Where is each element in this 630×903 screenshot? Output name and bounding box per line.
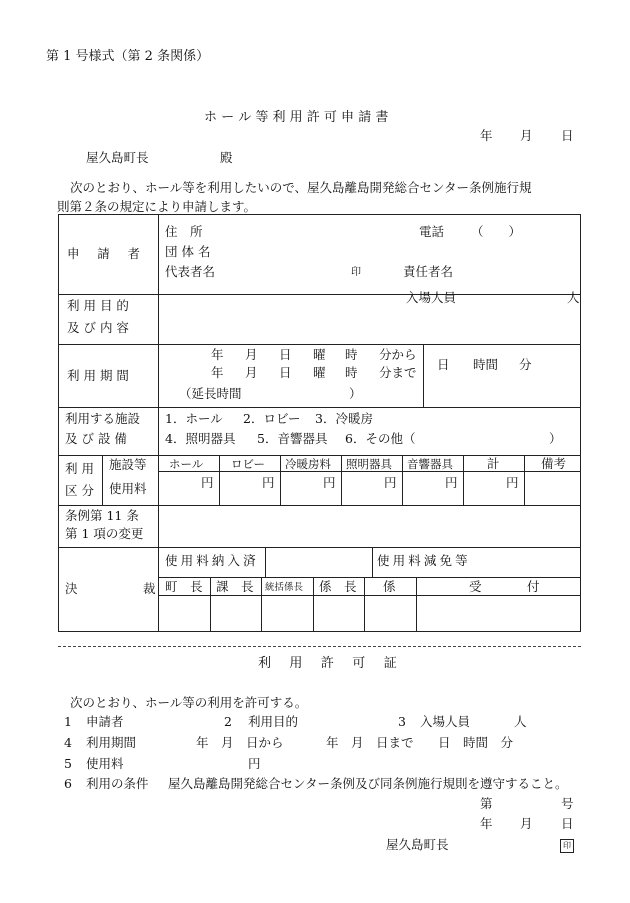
fee-paid-label: 使用料納入済 <box>165 553 259 568</box>
from-year: 年 <box>211 347 224 362</box>
representative-label: 代表者名 <box>165 264 216 279</box>
item4-from: 年 月 日から <box>196 735 284 750</box>
extension-close: ） <box>349 386 362 401</box>
yen-aircon: 円 <box>323 475 336 490</box>
to-month: 月 <box>245 365 258 380</box>
from-hour: 時 <box>345 347 358 362</box>
date-day: 日 <box>561 128 574 143</box>
facilities-label-1: 利用する施設 <box>65 411 141 426</box>
item4-to: 年 月 日まで <box>326 735 414 750</box>
extension-open: （延長時間 <box>179 386 242 401</box>
item6-num: 6 <box>64 776 72 791</box>
from-weekday: 曜 <box>313 347 326 362</box>
from-day: 日 <box>279 347 292 362</box>
col-aircon: 冷暖房料 <box>285 457 331 471</box>
to-day: 日 <box>279 365 292 380</box>
issuer-seal-icon <box>560 838 574 853</box>
col-lobby: ロビー <box>231 457 266 471</box>
approver-general-chief: 統括係長 <box>265 582 304 593</box>
permit-number-prefix: 第 <box>480 796 493 811</box>
facility-aircon: 3．冷暖房 <box>315 411 373 426</box>
to-year: 年 <box>211 365 224 380</box>
purpose-label-2: 及 び 内 容 <box>67 320 129 335</box>
yen-total: 円 <box>506 475 519 490</box>
ordinance-label-1: 条例第 11 条 <box>65 508 139 523</box>
item6-text: 屋久島離島開発総合センター条例及び同条例施行規則を遵守すること。 <box>168 776 568 791</box>
item4-label: 利用期間 <box>86 735 137 750</box>
approver-section-chief: 課 長 <box>216 579 254 594</box>
document-title: ホ ー ル 等 利 用 許 可 申 請 書 <box>204 110 389 125</box>
to-weekday: 曜 <box>313 365 326 380</box>
permit-month: 月 <box>520 816 533 831</box>
item3-unit: 人 <box>514 714 527 729</box>
col-lighting: 照明器具 <box>346 457 392 471</box>
col-total: 計 <box>487 456 500 471</box>
phone-paren: （ ） <box>471 224 522 239</box>
person-unit: 人 <box>567 290 580 305</box>
col-sound: 音響器具 <box>407 457 453 471</box>
decision-label-2: 裁 <box>143 581 156 596</box>
fees-fee-label: 使用料 <box>109 481 147 496</box>
issuer-name: 屋久島町長 <box>386 837 449 852</box>
organization-label: 団 体 名 <box>165 244 211 259</box>
purpose-label-1: 利 用 目 的 <box>67 298 129 313</box>
form-number: 第 1 号様式（第 2 条関係） <box>46 49 210 64</box>
col-notes: 備考 <box>541 456 567 471</box>
address-label: 住 所 <box>165 224 203 239</box>
duration-day: 日 <box>437 357 450 372</box>
item1-label: 申請者 <box>86 714 124 729</box>
item3-num: 3 <box>398 714 406 729</box>
approver-subsection-chief: 係 長 <box>319 579 357 594</box>
decision-label-1: 決 <box>65 581 78 596</box>
date-month: 月 <box>520 128 533 143</box>
permit-number-suffix: 号 <box>561 796 574 811</box>
facility-hall: 1．ホール <box>165 411 223 426</box>
permit-intro: 次のとおり、ホール等の利用を許可する。 <box>70 695 308 710</box>
item6-label: 利用の条件 <box>86 776 149 791</box>
manager-label: 責任者名 <box>403 264 454 279</box>
approver-mayor: 町 長 <box>165 579 203 594</box>
facility-lobby: 2．ロビー <box>243 411 301 426</box>
intro-line-1: 次のとおり、ホール等を利用したいので、屋久島離島開発総合センター条例施行規 <box>70 180 532 195</box>
permit-year: 年 <box>480 816 493 831</box>
approver-staff: 係 <box>383 579 396 594</box>
from-month: 月 <box>245 347 258 362</box>
duration-minutes: 分 <box>519 357 532 372</box>
fees-label-2: 区 分 <box>65 483 94 498</box>
item5-label: 使用料 <box>86 756 124 771</box>
fees-facility-label: 施設等 <box>109 457 147 472</box>
yen-lighting: 円 <box>384 475 397 490</box>
item5-num: 5 <box>64 756 72 771</box>
attendance-label: 入場人員 <box>406 290 457 305</box>
permit-day: 日 <box>561 816 574 831</box>
item5-unit: 円 <box>248 756 261 771</box>
to-minute: 分まで <box>379 365 417 380</box>
yen-hall: 円 <box>201 475 214 490</box>
addressee-name: 屋久島町長 <box>86 150 149 165</box>
item2-label: 利用目的 <box>248 714 299 729</box>
ordinance-label-2: 第 1 項の変更 <box>65 526 144 541</box>
reception-2: 付 <box>527 579 540 594</box>
reception-1: 受 <box>469 579 482 594</box>
to-hour: 時 <box>345 365 358 380</box>
facility-other-close: ） <box>549 431 562 446</box>
intro-line-2: 則第２条の規定により申請します。 <box>57 199 257 214</box>
period-label: 利 用 期 間 <box>67 368 129 383</box>
facilities-label-2: 及 び 設 備 <box>65 431 127 446</box>
from-minute: 分から <box>379 347 417 362</box>
item4-duration: 日 時間 分 <box>438 735 514 750</box>
applicant-label: 申 請 者 <box>67 246 147 261</box>
item3-label: 入場人員 <box>420 714 471 729</box>
col-hall: ホール <box>169 457 204 471</box>
facility-lighting: 4．照明器具 <box>165 431 236 446</box>
item4-num: 4 <box>64 735 72 750</box>
issuer-seal: 印 <box>560 839 574 853</box>
seal-mark: 印 <box>351 267 361 278</box>
permit-title: 利 用 許 可 証 <box>258 656 404 671</box>
facility-sound: 5．音響器具 <box>257 431 328 446</box>
yen-sound: 円 <box>445 475 458 490</box>
addressee-honorific: 殿 <box>220 150 233 165</box>
yen-lobby: 円 <box>262 475 275 490</box>
date-year: 年 <box>480 128 493 143</box>
fees-label-1: 利 用 <box>65 461 94 476</box>
phone-label: 電話 <box>419 224 445 239</box>
duration-hours: 時間 <box>473 357 499 372</box>
item1-num: 1 <box>64 714 72 729</box>
application-form <box>58 214 581 632</box>
fee-reduction-label: 使用料減免等 <box>377 553 471 568</box>
item2-num: 2 <box>224 714 232 729</box>
cut-line <box>58 646 581 647</box>
facility-other: 6．その他（ <box>345 431 416 446</box>
